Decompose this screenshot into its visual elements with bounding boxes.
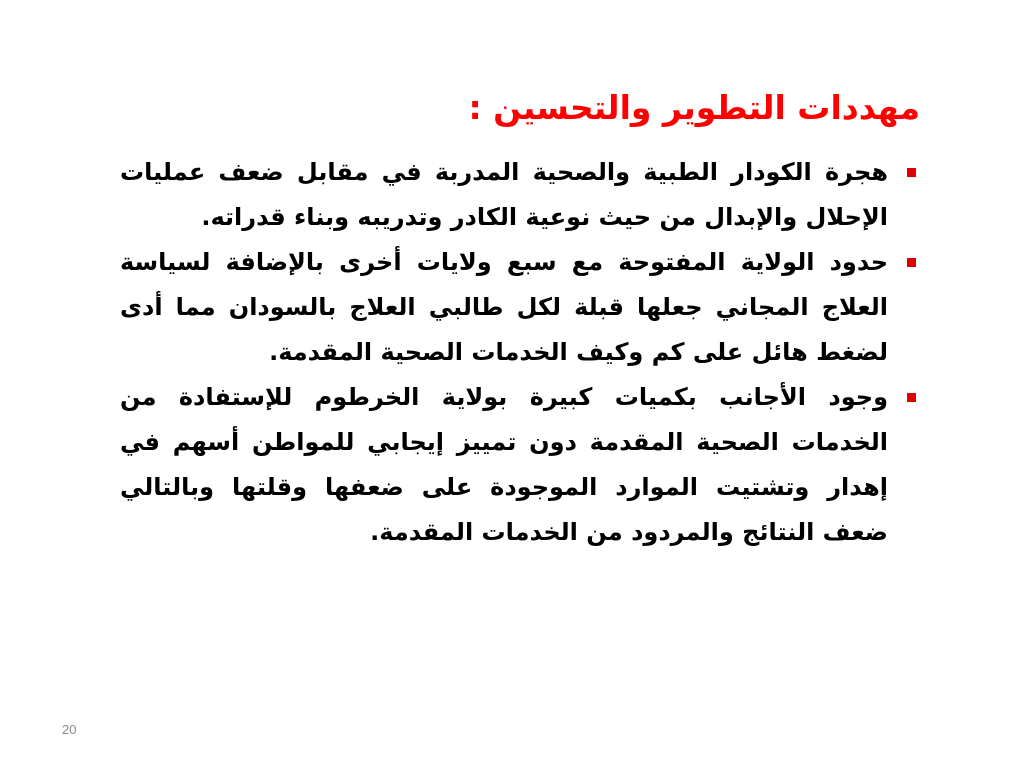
bullet-text-2: حدود الولاية المفتوحة مع سبع ولايات أخرى بالإضافة لسياسة العلاج المجاني جعلها قبلة لكل طالبي العلاج بالسودان مما أدى لضغط هائل على كم وكيف الخدمات الصحية المقدمة. (120, 248, 888, 366)
slide-title: مهددات التطوير والتحسين : (468, 88, 920, 127)
bullet-text-1: هجرة الكودار الطبية والصحية المدربة في مقابل ضعف عمليات الإحلال والإبدال من حيث نوعية الكادر وتدريبه وبناء قدراته. (120, 158, 888, 231)
square-bullet-icon (907, 258, 916, 267)
bullet-item-2 (120, 240, 920, 375)
square-bullet-icon (907, 168, 916, 177)
bullet-item-1 (120, 150, 920, 240)
bullet-item-3 (120, 375, 920, 555)
square-bullet-icon (907, 393, 916, 402)
bullet-text-3: وجود الأجانب بكميات كبيرة بولاية الخرطوم للإستفادة من الخدمات الصحية المقدمة دون تمييز إيجابي للمواطن أسهم في إهدار وتشتيت الموارد الموجودة على ضعفها وقلتها وبالتالي ضعف النتائج والمردود من الخدمات المقدمة. (120, 383, 888, 546)
slide-number: 20 (62, 722, 77, 737)
bullet-list (120, 150, 920, 555)
